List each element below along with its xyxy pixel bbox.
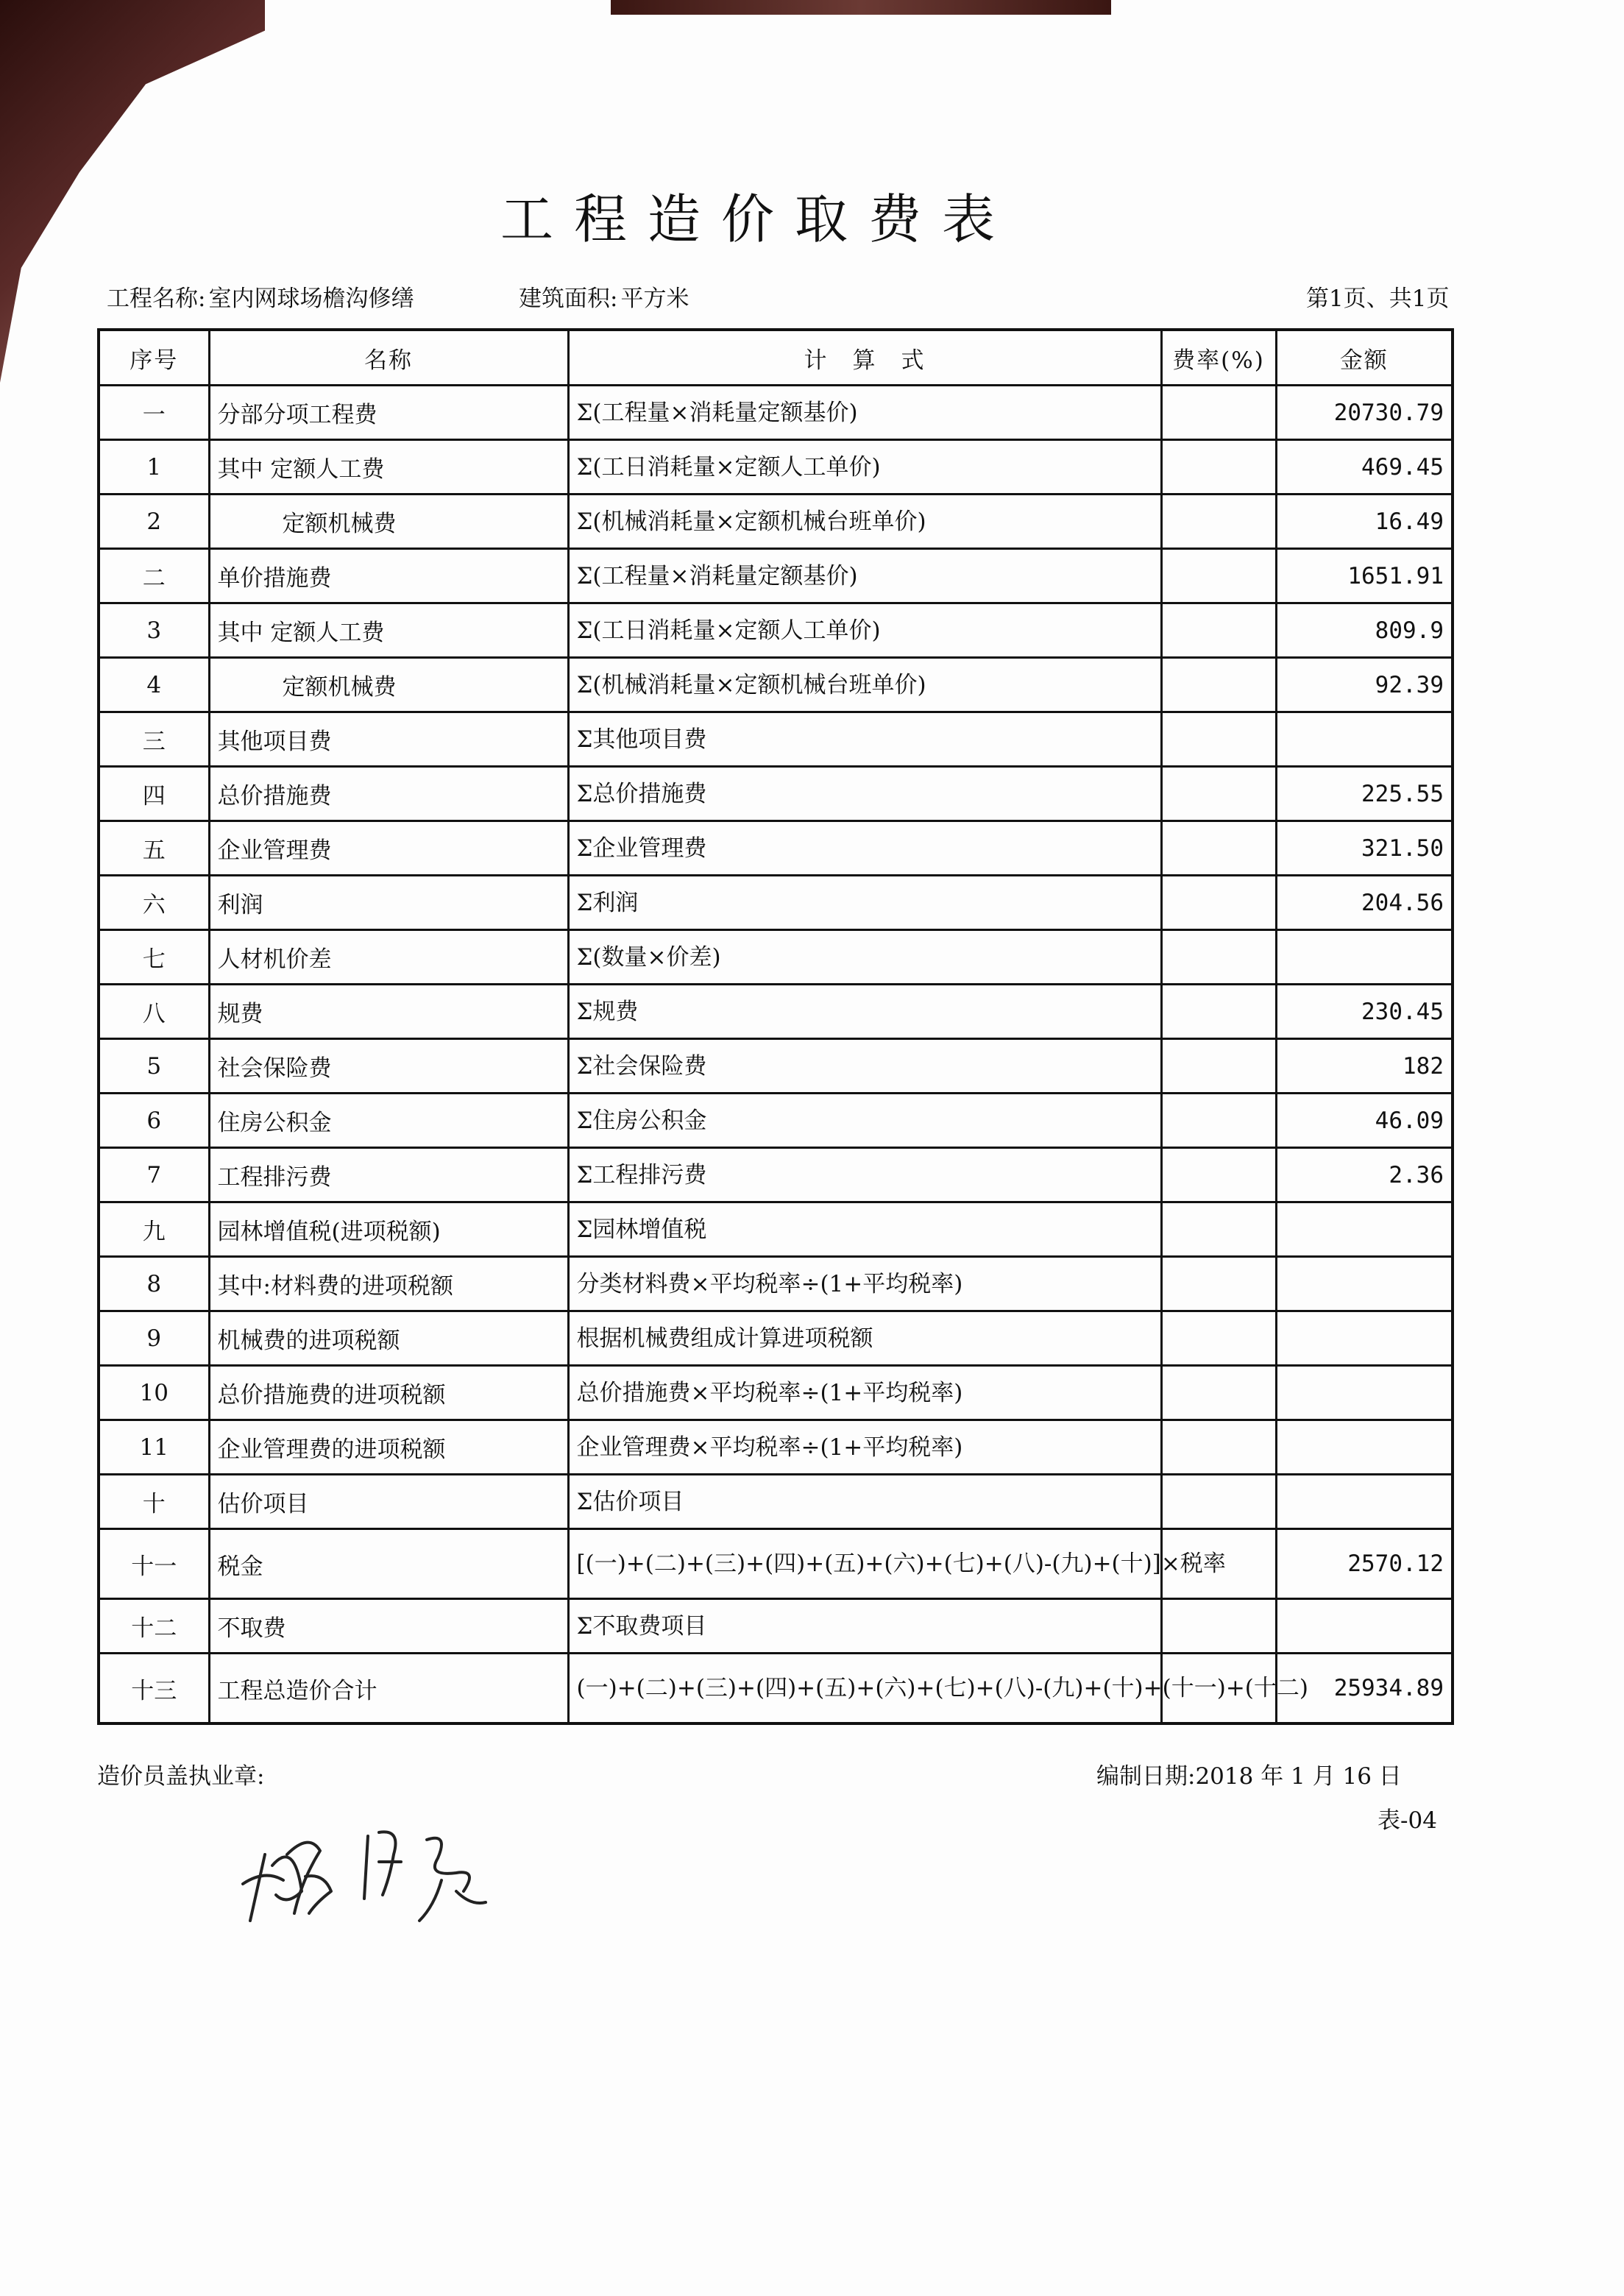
row-rate: [1161, 1420, 1276, 1475]
form-number: 表-04: [1377, 1807, 1437, 1834]
table-row: [99, 1311, 1453, 1366]
row-rate: [1161, 767, 1276, 821]
row-rate: [1161, 386, 1276, 440]
row-formula: Σ(工程量×消耗量定额基价): [568, 386, 1161, 440]
row-amount: [1276, 1366, 1453, 1420]
table-row: [99, 821, 1453, 876]
row-amount: 321.50: [1276, 821, 1453, 876]
row-name: 企业管理费的进项税额: [209, 1420, 568, 1475]
row-seq: 3: [99, 603, 209, 658]
table-row: [99, 1420, 1453, 1475]
row-formula: Σ(工日消耗量×定额人工单价): [568, 603, 1161, 658]
row-amount: [1276, 1475, 1453, 1529]
table-row: [99, 767, 1453, 821]
row-formula: Σ社会保险费: [568, 1039, 1161, 1094]
page-title: 工程造价取费表: [500, 188, 1016, 250]
table-row: [99, 1599, 1453, 1654]
row-seq: 11: [99, 1420, 209, 1475]
row-name: 住房公积金: [209, 1094, 568, 1148]
row-rate: [1161, 930, 1276, 985]
header-seq: 序号: [99, 330, 209, 386]
row-formula: Σ总价措施费: [568, 767, 1161, 821]
row-amount: 204.56: [1276, 876, 1453, 930]
row-seq: 十一: [99, 1529, 209, 1599]
row-seq: 9: [99, 1311, 209, 1366]
row-seq: 十二: [99, 1599, 209, 1654]
row-seq: 6: [99, 1094, 209, 1148]
row-formula: 总价措施费×平均税率÷(1+平均税率): [568, 1366, 1161, 1420]
project-name-line: [107, 280, 414, 313]
row-name: 机械费的进项税额: [209, 1311, 568, 1366]
row-amount: 230.45: [1276, 985, 1453, 1039]
row-name: 利润: [209, 876, 568, 930]
handwritten-signature: [243, 1810, 508, 1935]
row-formula: Σ工程排污费: [568, 1148, 1161, 1202]
table-row: [99, 712, 1453, 767]
row-rate: [1161, 1366, 1276, 1420]
row-name: 工程排污费: [209, 1148, 568, 1202]
table-row: [99, 603, 1453, 658]
area-line: [519, 280, 689, 313]
row-seq: 十: [99, 1475, 209, 1529]
row-name: 工程总造价合计: [209, 1654, 568, 1724]
row-amount: [1276, 1420, 1453, 1475]
table-row: [99, 1148, 1453, 1202]
row-amount: 225.55: [1276, 767, 1453, 821]
row-rate: [1161, 603, 1276, 658]
row-seq: 七: [99, 930, 209, 985]
row-name: 企业管理费: [209, 821, 568, 876]
row-name: 其中:材料费的进项税额: [209, 1257, 568, 1311]
stamp-label: 造价员盖执业章:: [97, 1763, 265, 1790]
row-formula: [(一)+(二)+(三)+(四)+(五)+(六)+(七)+(八)-(九)+(十)]×税率: [568, 1529, 1161, 1599]
row-seq: 1: [99, 440, 209, 495]
row-formula: Σ(工日消耗量×定额人工单价): [568, 440, 1161, 495]
background-wood-corner: [0, 0, 265, 383]
project-label: 工程名称:: [107, 286, 206, 312]
area-unit: 平方米: [620, 286, 689, 312]
row-formula: Σ(机械消耗量×定额机械台班单价): [568, 495, 1161, 549]
row-rate: [1161, 549, 1276, 603]
row-rate: [1161, 712, 1276, 767]
row-seq: 2: [99, 495, 209, 549]
table-row: [99, 1654, 1453, 1724]
row-name: 分部分项工程费: [209, 386, 568, 440]
row-rate: [1161, 440, 1276, 495]
row-name: 定额机械费: [209, 658, 568, 712]
row-seq: 一: [99, 386, 209, 440]
row-formula: 分类材料费×平均税率÷(1+平均税率): [568, 1257, 1161, 1311]
row-name: 不取费: [209, 1599, 568, 1654]
row-formula: Σ(数量×价差): [568, 930, 1161, 985]
row-seq: 八: [99, 985, 209, 1039]
table-header-row: [99, 330, 1453, 386]
row-amount: 469.45: [1276, 440, 1453, 495]
row-amount: [1276, 1257, 1453, 1311]
fee-table: [97, 328, 1454, 1725]
row-name: 单价措施费: [209, 549, 568, 603]
row-name: 总价措施费的进项税额: [209, 1366, 568, 1420]
row-formula: Σ企业管理费: [568, 821, 1161, 876]
row-rate: [1161, 1257, 1276, 1311]
row-amount: 1651.91: [1276, 549, 1453, 603]
row-formula: Σ园林增值税: [568, 1202, 1161, 1257]
table-row: [99, 1202, 1453, 1257]
row-name: 估价项目: [209, 1475, 568, 1529]
table-row: [99, 549, 1453, 603]
row-rate: [1161, 1202, 1276, 1257]
row-seq: 四: [99, 767, 209, 821]
row-rate: [1161, 876, 1276, 930]
table-row: [99, 1366, 1453, 1420]
row-amount: 2.36: [1276, 1148, 1453, 1202]
header-formula: 计 算 式: [568, 330, 1161, 386]
row-formula: Σ不取费项目: [568, 1599, 1161, 1654]
row-formula: Σ其他项目费: [568, 712, 1161, 767]
table-row: [99, 1094, 1453, 1148]
row-seq: 六: [99, 876, 209, 930]
row-amount: [1276, 1599, 1453, 1654]
row-rate: [1161, 1039, 1276, 1094]
row-rate: [1161, 1148, 1276, 1202]
row-formula: Σ住房公积金: [568, 1094, 1161, 1148]
compile-date: 编制日期:2018 年 1 月 16 日: [1096, 1763, 1402, 1790]
row-amount: 16.49: [1276, 495, 1453, 549]
table-row: [99, 985, 1453, 1039]
row-name: 其中 定额人工费: [209, 603, 568, 658]
table-row: [99, 1039, 1453, 1094]
header-rate: 费率(%): [1161, 330, 1276, 386]
row-name: 人材机价差: [209, 930, 568, 985]
row-rate: [1161, 495, 1276, 549]
table-row: [99, 386, 1453, 440]
table-row: [99, 440, 1453, 495]
row-formula: (一)+(二)+(三)+(四)+(五)+(六)+(七)+(八)-(九)+(十)+(十一)+(十二): [568, 1654, 1161, 1724]
row-name: 总价措施费: [209, 767, 568, 821]
row-rate: [1161, 1599, 1276, 1654]
row-name: 其中 定额人工费: [209, 440, 568, 495]
row-seq: 10: [99, 1366, 209, 1420]
row-name: 社会保险费: [209, 1039, 568, 1094]
table-row: [99, 876, 1453, 930]
row-seq: 五: [99, 821, 209, 876]
row-seq: 十三: [99, 1654, 209, 1724]
row-rate: [1161, 1475, 1276, 1529]
row-formula: Σ(工程量×消耗量定额基价): [568, 549, 1161, 603]
table-row: [99, 658, 1453, 712]
row-seq: 8: [99, 1257, 209, 1311]
row-name: 规费: [209, 985, 568, 1039]
row-amount: 182: [1276, 1039, 1453, 1094]
row-amount: [1276, 930, 1453, 985]
background-wood-top: [611, 0, 1111, 15]
project-name: 室内网球场檐沟修缮: [208, 286, 414, 312]
table-row: [99, 1475, 1453, 1529]
row-rate: [1161, 821, 1276, 876]
row-name: 其他项目费: [209, 712, 568, 767]
table-row: [99, 930, 1453, 985]
row-formula: 根据机械费组成计算进项税额: [568, 1311, 1161, 1366]
row-amount: 92.39: [1276, 658, 1453, 712]
row-amount: 809.9: [1276, 603, 1453, 658]
row-formula: Σ规费: [568, 985, 1161, 1039]
row-name: 园林增值税(进项税额): [209, 1202, 568, 1257]
row-rate: [1161, 1094, 1276, 1148]
row-seq: 二: [99, 549, 209, 603]
row-seq: 5: [99, 1039, 209, 1094]
row-seq: 三: [99, 712, 209, 767]
row-rate: [1161, 1311, 1276, 1366]
row-rate: [1161, 985, 1276, 1039]
page-info: 第1页、共1页: [1306, 286, 1450, 312]
row-formula: Σ利润: [568, 876, 1161, 930]
row-formula: Σ估价项目: [568, 1475, 1161, 1529]
row-amount: 46.09: [1276, 1094, 1453, 1148]
row-amount: [1276, 1311, 1453, 1366]
row-amount: 20730.79: [1276, 386, 1453, 440]
row-amount: [1276, 712, 1453, 767]
row-seq: 4: [99, 658, 209, 712]
row-seq: 九: [99, 1202, 209, 1257]
table-row: [99, 495, 1453, 549]
area-label: 建筑面积:: [519, 286, 618, 312]
row-name: 定额机械费: [209, 495, 568, 549]
row-formula: 企业管理费×平均税率÷(1+平均税率): [568, 1420, 1161, 1475]
row-rate: [1161, 658, 1276, 712]
header-name: 名称: [209, 330, 568, 386]
header-amount: 金额: [1276, 330, 1453, 386]
row-seq: 7: [99, 1148, 209, 1202]
row-formula: Σ(机械消耗量×定额机械台班单价): [568, 658, 1161, 712]
row-amount: [1276, 1202, 1453, 1257]
row-name: 税金: [209, 1529, 568, 1599]
table-body: [99, 386, 1453, 1724]
row-amount: 25934.89: [1276, 1654, 1453, 1724]
row-amount: 2570.12: [1276, 1529, 1453, 1599]
table-row: [99, 1529, 1453, 1599]
table-row: [99, 1257, 1453, 1311]
